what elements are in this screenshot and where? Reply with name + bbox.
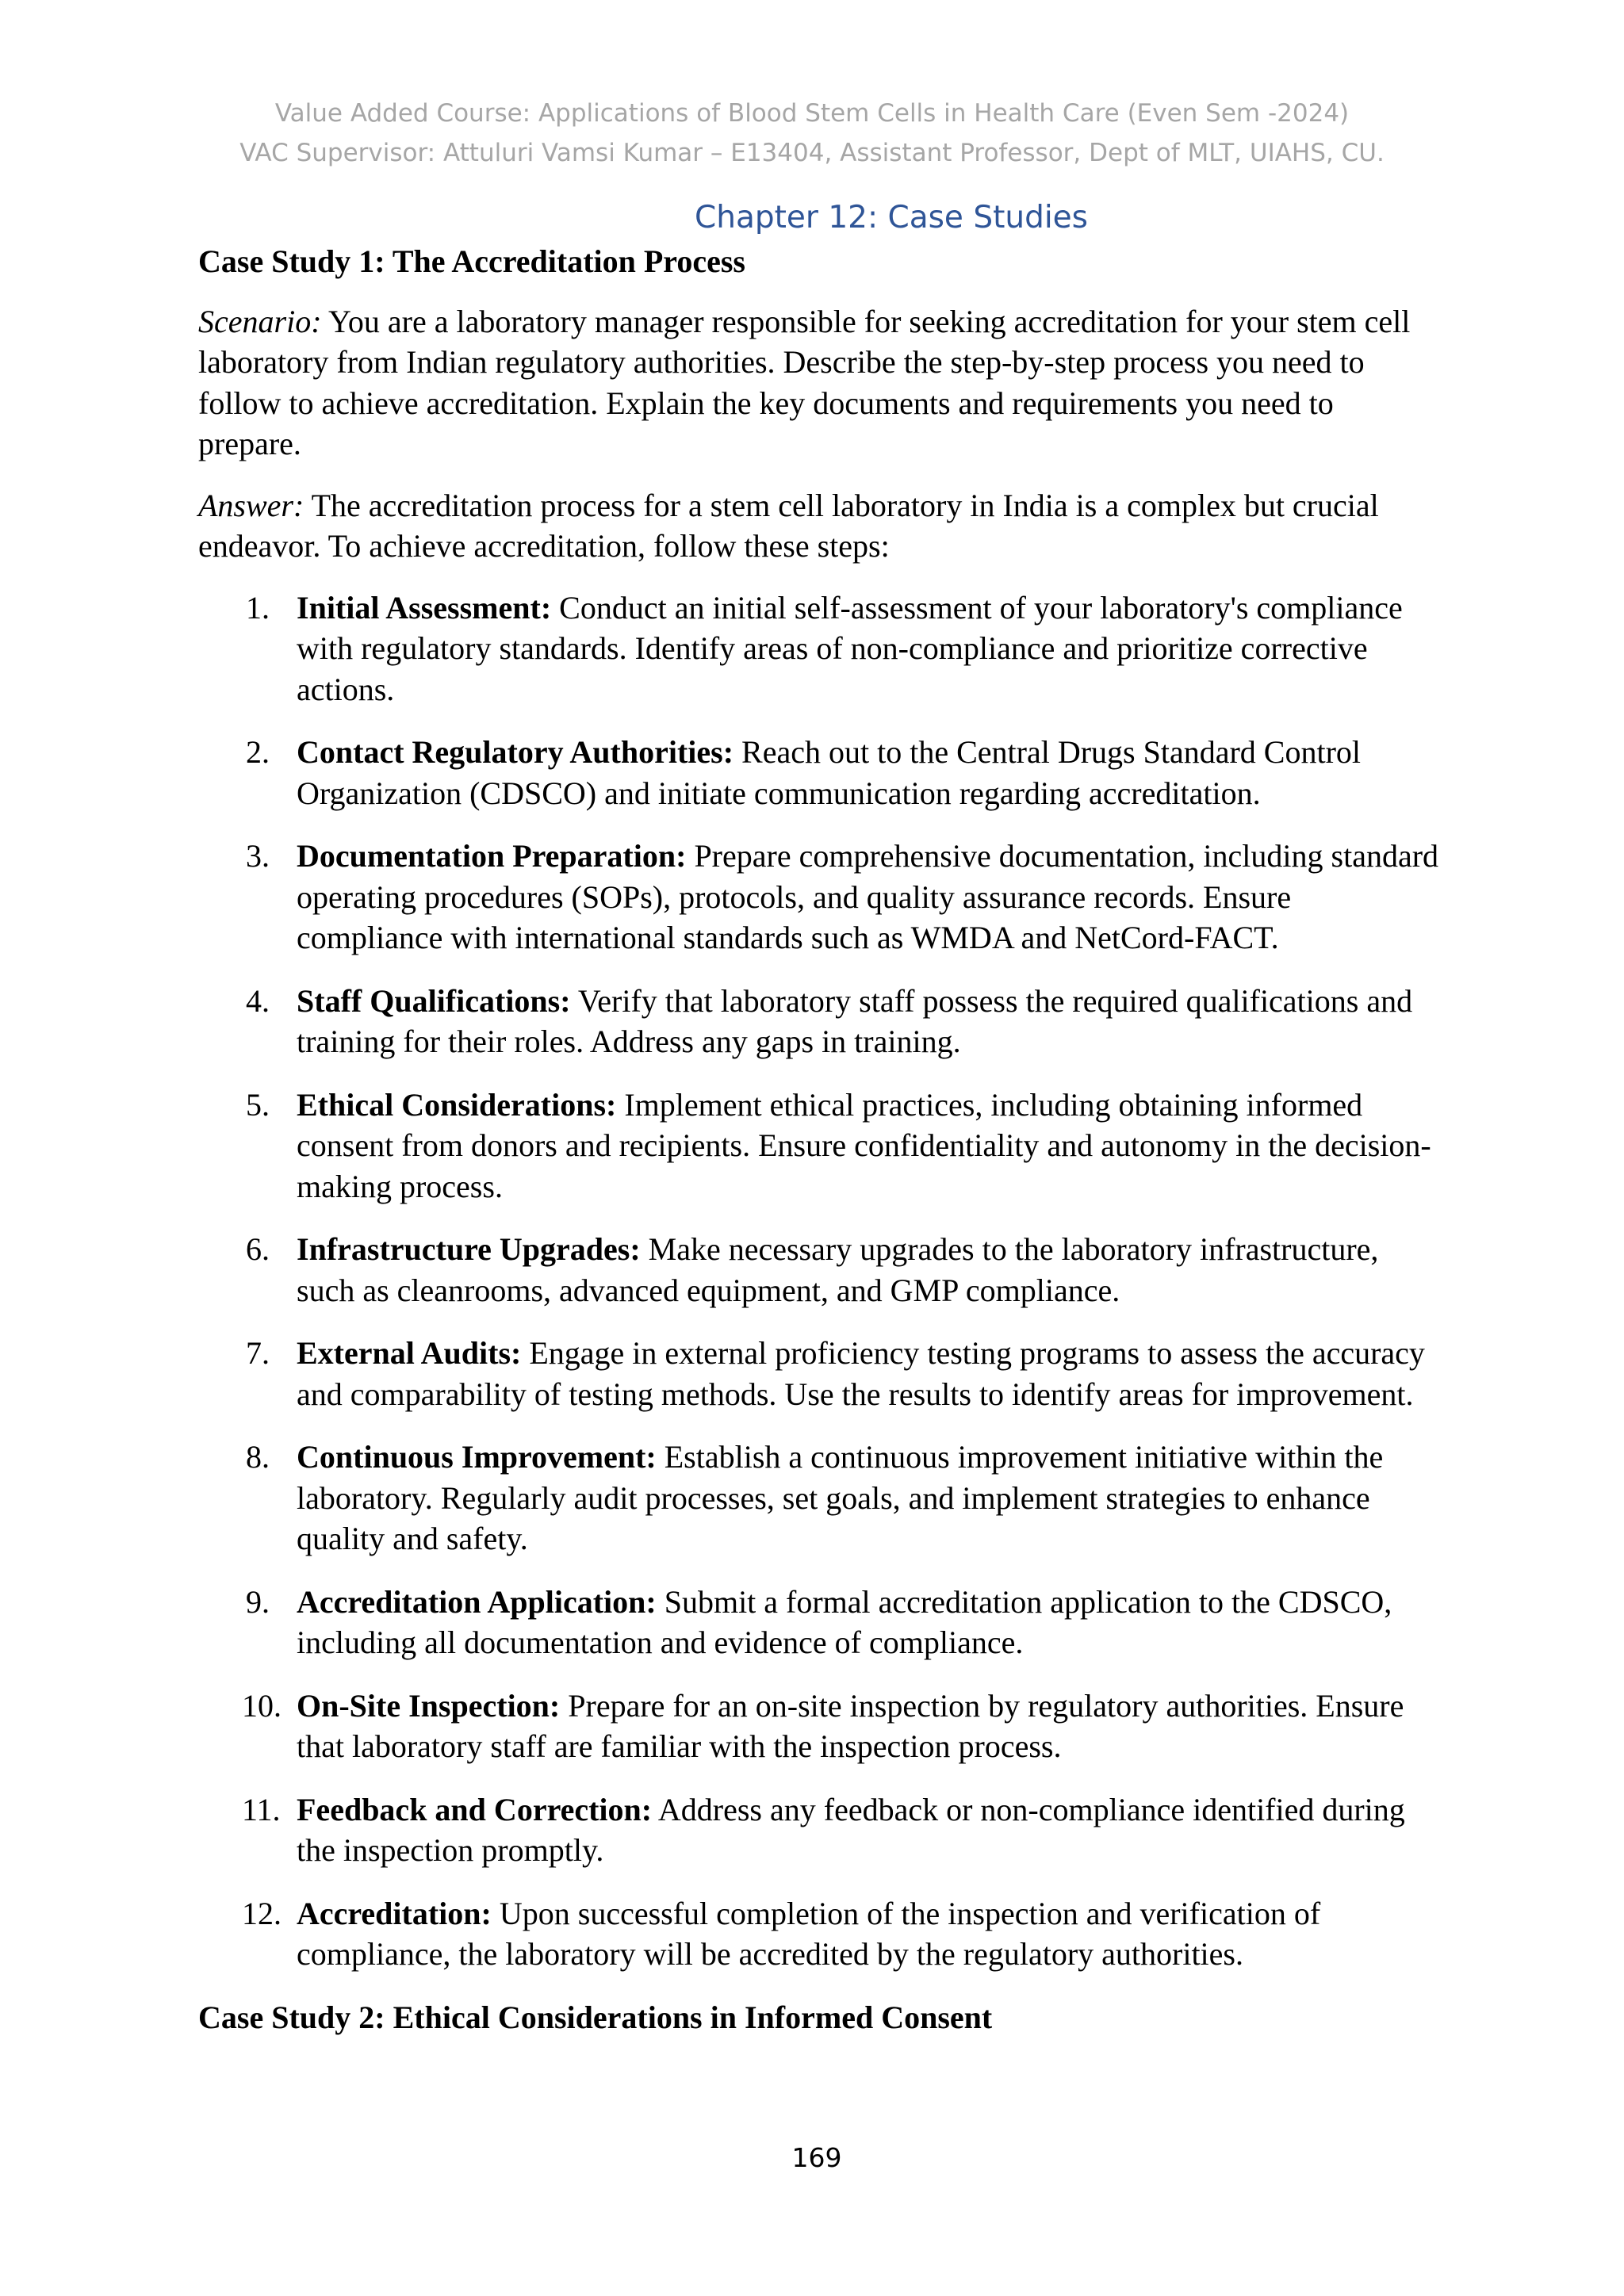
answer-label: Answer: (198, 487, 304, 523)
list-item-label: Infrastructure Upgrades: (297, 1231, 641, 1267)
list-item-text: Establish a continuous improvement initiative within the laboratory. Regularly audit processes, set goals, and implement strategies to enhance quality and safety. (297, 1439, 1384, 1556)
list-item-label: Accreditation: (297, 1895, 492, 1931)
list-item-text: Make necessary upgrades to the laboratory infrastructure, such as cleanrooms, advanced equipment, and GMP compliance. (297, 1231, 1379, 1308)
list-number: 6. (246, 1231, 270, 1267)
list-item-label: Contact Regulatory Authorities: (297, 734, 734, 770)
list-number: 12. (242, 1895, 282, 1931)
list-item (198, 587, 1443, 710)
list-item-text: Conduct an initial self-assessment of your laboratory's compliance with regulatory standards. Identify areas of non-compliance and prioritize corrective actions. (297, 589, 1403, 707)
case-study-1-heading: Case Study 1: The Accreditation Process (198, 243, 745, 279)
list-item (198, 1085, 1443, 1207)
list-number: 5. (246, 1086, 270, 1123)
scenario-paragraph (198, 301, 1443, 465)
list-number: 3. (246, 838, 270, 874)
list-number: 2. (246, 734, 270, 770)
list-item-text: Reach out to the Central Drugs Standard Control Organization (CDSCO) and initiate communication regarding accreditation. (297, 734, 1362, 811)
list-item (198, 1686, 1443, 1767)
list-item-text: Implement ethical practices, including obtaining informed consent from donors and recipients. Ensure confidentiality and autonomy in the decision-making process. (297, 1086, 1431, 1204)
list-number: 4. (246, 982, 270, 1019)
case-study-2-heading: Case Study 2: Ethical Considerations in Informed Consent (198, 1999, 993, 2035)
page-number: 169 (791, 2142, 842, 2173)
list-item (198, 1789, 1443, 1871)
list-item (198, 732, 1443, 813)
chapter-title: Chapter 12: Case Studies (695, 200, 1088, 235)
list-item-label: Accreditation Application: (297, 1583, 657, 1620)
list-item-label: Feedback and Correction: (297, 1791, 653, 1827)
accreditation-steps-list (198, 587, 1443, 1975)
list-item (198, 981, 1443, 1062)
list-item (198, 1893, 1443, 1975)
running-header (0, 94, 1624, 173)
list-item (198, 1437, 1443, 1559)
list-item (198, 1229, 1443, 1311)
body-content (198, 241, 1443, 2038)
list-item-label: Initial Assessment: (297, 589, 552, 626)
list-item-text: Engage in external proficiency testing programs to assess the accuracy and comparability of testing methods. Use the results to identify areas for improvement. (297, 1335, 1425, 1412)
list-item-label: Staff Qualifications: (297, 982, 571, 1019)
list-item-text: Prepare for an on-site inspection by regulatory authorities. Ensure that laboratory staff are familiar with the inspection process. (297, 1687, 1404, 1764)
list-item-label: Ethical Considerations: (297, 1086, 617, 1123)
answer-paragraph (198, 485, 1443, 567)
scenario-label: Scenario: (198, 303, 322, 339)
list-item-label: On-Site Inspection: (297, 1687, 561, 1724)
header-course-line: Value Added Course: Applications of Blood Stem Cells in Health Care (Even Sem -2024) (274, 99, 1350, 128)
list-number: 10. (242, 1687, 282, 1724)
list-number: 11. (242, 1791, 281, 1827)
list-item-text: Upon successful completion of the inspection and verification of compliance, the laboratory will be accredited by the regulatory authorities. (297, 1895, 1321, 1972)
list-item-text: Submit a formal accreditation application to the CDSCO, including all documentation and evidence of compliance. (297, 1583, 1392, 1660)
list-item (198, 1333, 1443, 1414)
list-item-text: Verify that laboratory staff possess the required qualifications and training for their roles. Address any gaps in training. (297, 982, 1413, 1059)
scenario-text: You are a laboratory manager responsible for seeking accreditation for your stem cell laboratory from Indian regulatory authorities. Describe the step-by-step process you need to follow to achieve accreditation. Explain the key documents and requirements you need to prepare. (198, 303, 1411, 461)
list-item-text: Address any feedback or non-compliance identified during the inspection promptly. (297, 1791, 1405, 1868)
list-item-text: Prepare comprehensive documentation, including standard operating procedures (SOPs), protocols, and quality assurance records. Ensure compliance with international standards such as WMDA and NetCord-FACT. (297, 838, 1439, 955)
list-number: 8. (246, 1439, 270, 1475)
list-number: 7. (246, 1335, 270, 1371)
list-number: 9. (246, 1583, 270, 1620)
list-item-label: Documentation Preparation: (297, 838, 687, 874)
list-item-label: Continuous Improvement: (297, 1439, 657, 1475)
list-item (198, 1582, 1443, 1663)
answer-text: The accreditation process for a stem cell laboratory in India is a complex but crucial endeavor. To achieve accreditation, follow these steps: (198, 487, 1379, 564)
list-number: 1. (246, 589, 270, 626)
header-supervisor-line: VAC Supervisor: Attuluri Vamsi Kumar – E13404, Assistant Professor, Dept of MLT, UIAHS, CU. (239, 139, 1385, 167)
list-item-label: External Audits: (297, 1335, 522, 1371)
list-item (198, 836, 1443, 959)
